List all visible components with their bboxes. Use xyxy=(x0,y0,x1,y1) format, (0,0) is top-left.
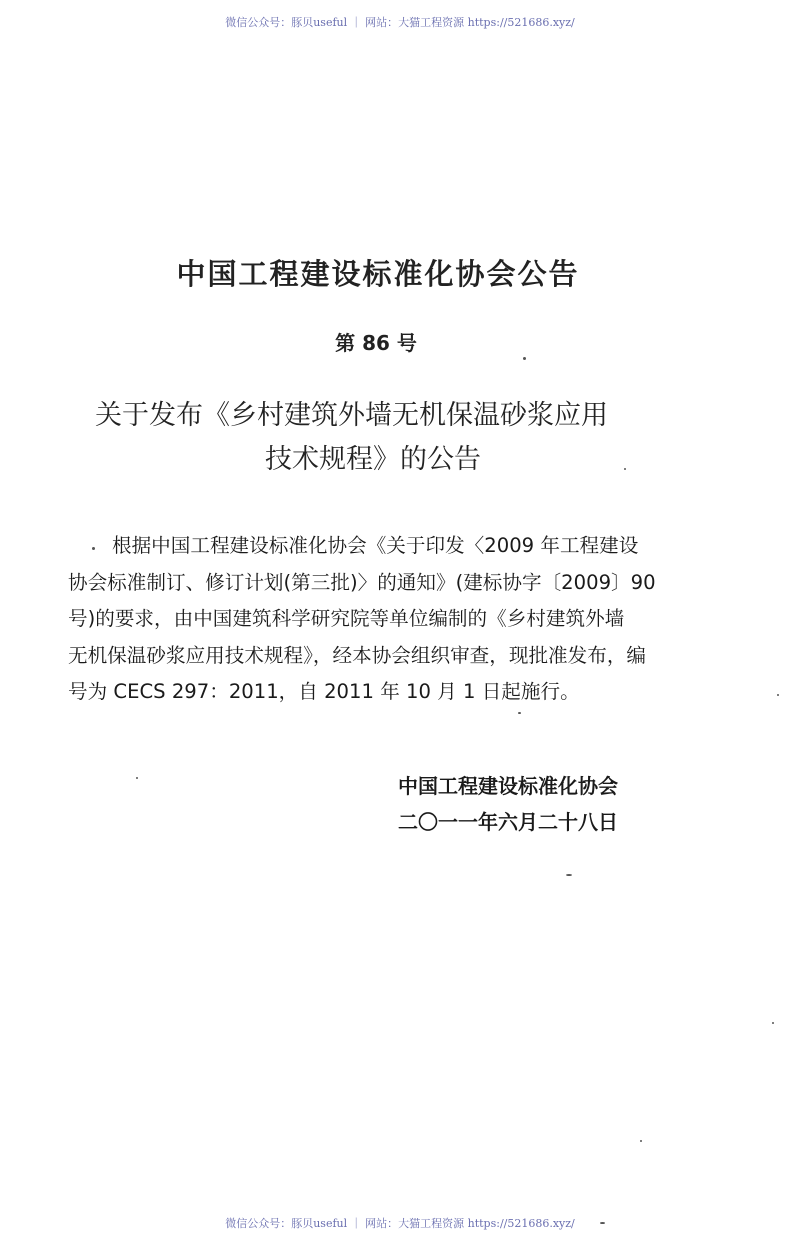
watermark-top: 微信公众号：豚贝useful ｜ 网站：大猫工程资源 https://521686.xyz/ xyxy=(225,16,575,29)
scan-speck xyxy=(777,694,779,696)
signature-date: 二〇一一年六月二十八日 xyxy=(398,810,618,834)
subject-line-1: 关于发布《乡村建筑外墙无机保温砂浆应用 xyxy=(95,400,608,431)
body-line-5: 号为 CECS 297：2011，自 2011 年 10 月 1 日起施行。 xyxy=(68,680,580,703)
scan-speck xyxy=(92,547,95,550)
subject-line-2: 技术规程》的公告 xyxy=(265,444,481,475)
body-line-3: 号)的要求，由中国建筑科学研究院等单位编制的《乡村建筑外墙 xyxy=(68,607,625,630)
signature-organization: 中国工程建设标准化协会 xyxy=(398,774,618,798)
scan-speck xyxy=(624,468,626,470)
page-title: 中国工程建设标准化协会公告 xyxy=(176,257,580,291)
signature-block xyxy=(398,768,618,840)
scan-speck xyxy=(566,874,572,876)
body-line-2: 协会标准制订、修订计划(第三批)〉的通知》(建标协字〔2009〕90 xyxy=(68,570,656,594)
scan-speck xyxy=(136,777,138,779)
scan-speck xyxy=(772,1022,774,1024)
notice-number: 第 86 号 xyxy=(335,331,417,355)
scan-speck xyxy=(518,712,521,714)
scan-speck xyxy=(523,357,526,360)
scan-speck xyxy=(640,1140,642,1142)
notice-subject xyxy=(95,394,675,482)
notice-body xyxy=(68,528,716,711)
body-line-1: 根据中国工程建设标准化协会《关于印发〈2009 年工程建设 xyxy=(112,534,639,557)
body-line-4: 无机保温砂浆应用技术规程》，经本协会组织审查，现批准发布，编 xyxy=(68,643,647,667)
watermark-bottom: 微信公众号：豚贝useful ｜ 网站：大猫工程资源 https://521686.xyz/ xyxy=(225,1217,575,1230)
